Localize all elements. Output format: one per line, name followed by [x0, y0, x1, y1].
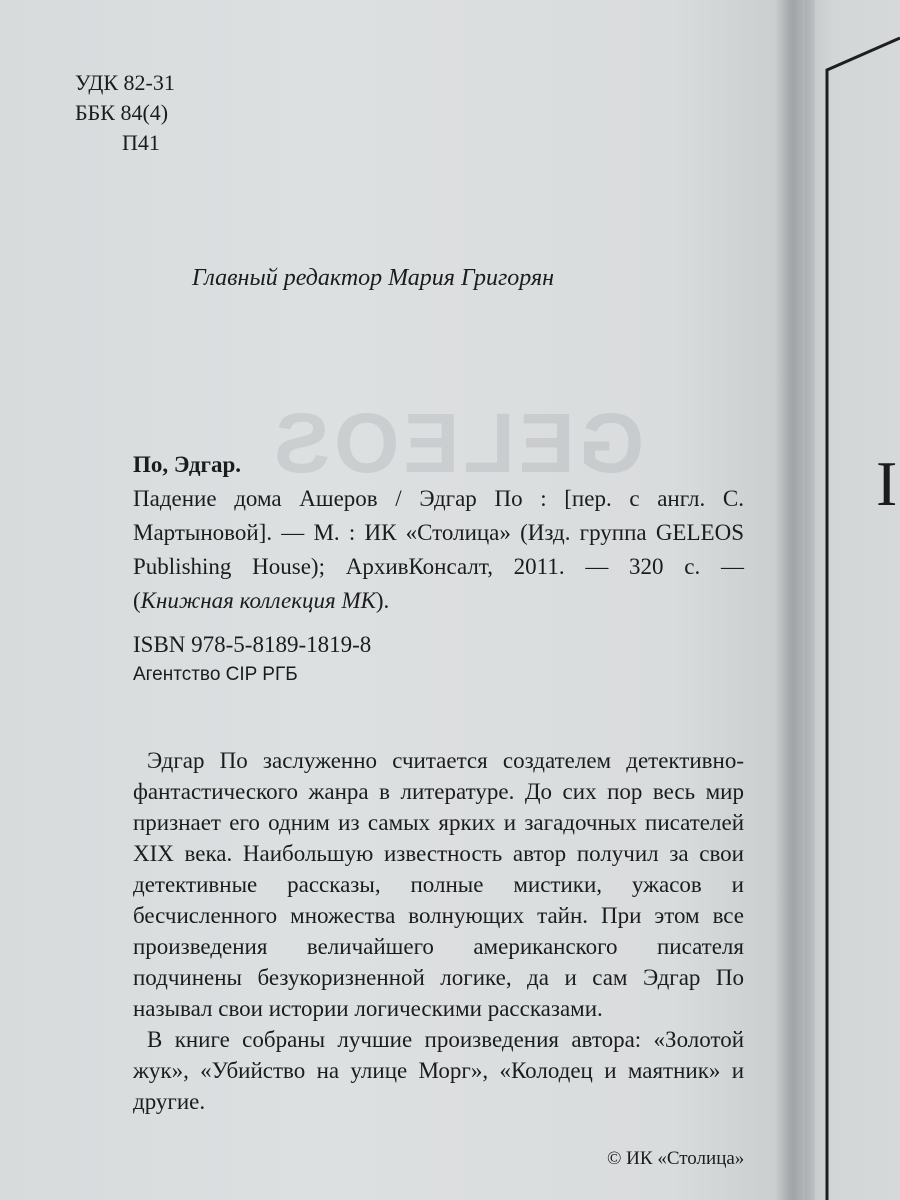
series-title: Книжная коллекция МК [140, 588, 376, 613]
udk-code: УДК 82-31 [75, 70, 175, 95]
bibliographic-close: ). [375, 588, 390, 613]
facing-page-letter: I [876, 448, 898, 519]
cip-agency: Агентство CIP РГБ [133, 664, 298, 685]
bibliographic-main: Падение дома Ашеров / Эдгар По : [пер. с англ. С. Мартыновой]. — М. : ИК «Столица» (Изд. группа GELEOS Publishing House); АрхивКонсалт, 2011. — 320 с. — ( [133, 486, 744, 613]
annotation-paragraph-2: В книге собраны лучшие произведения автора: «Золотой жук», «Убийство на улице Морг», «Колодец и маятник» и другие. [133, 1027, 744, 1114]
author-heading: По, Эдгар. [133, 452, 242, 477]
facing-page-frame [805, 0, 900, 1200]
isbn: ISBN 978-5-8189-1819-8 [133, 632, 372, 657]
author-mark: П41 [122, 130, 160, 155]
annotation [133, 745, 744, 1117]
chief-editor-line: Главный редактор Мария Григорян [192, 265, 555, 291]
classification-block [75, 68, 175, 158]
bbk-code: ББК 84(4) [75, 100, 169, 125]
annotation-paragraph-1: Эдгар По заслуженно считается создателем детективно-фантастического жанра в литературе. До сих пор весь мир признает его одним из самых ярких и загадочных писателей XIX века. Наибольшую известность автор получил за свои детективные рассказы, полные мистики, ужасов и бесчисленного множества волнующих тайн. При этом все произведения величайшего американского писателя подчинены безукоризненной логике, да и сам Эдгар По называл свои истории логическими рассказами. [133, 748, 744, 1021]
show-through-logo: GELEOS [270, 396, 645, 490]
bibliographic-record [133, 482, 744, 618]
copyright-line: © ИК «Столица» [607, 1148, 745, 1169]
